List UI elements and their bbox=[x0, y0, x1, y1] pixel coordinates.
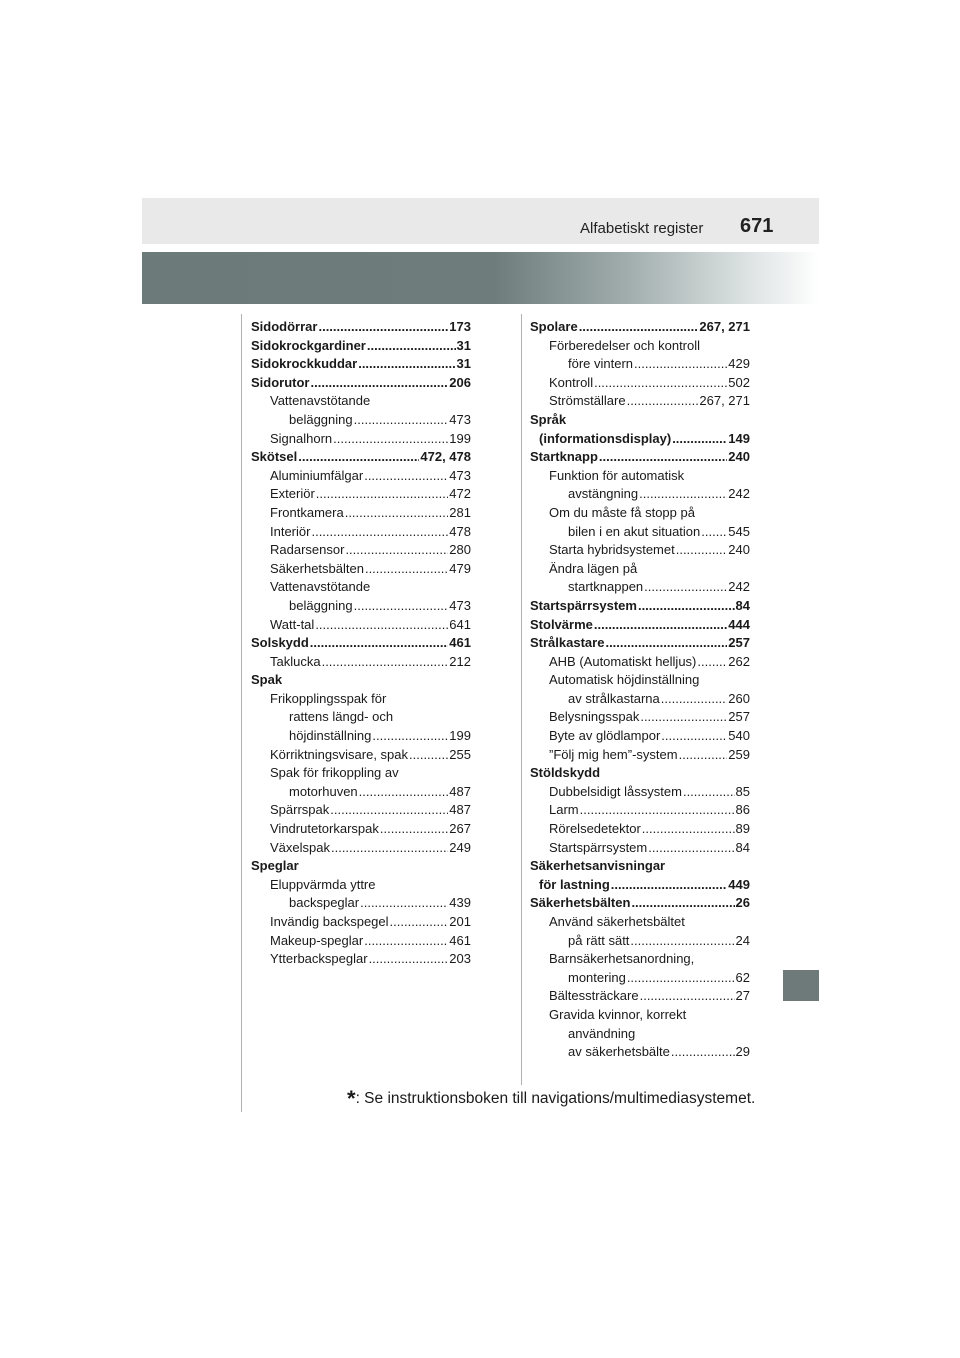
index-subentry bbox=[251, 727, 471, 746]
index-term: Signalhorn bbox=[270, 430, 333, 446]
dot-leader bbox=[611, 876, 728, 895]
index-subentry bbox=[251, 839, 471, 858]
index-term: Säkerhetsanvisningar bbox=[530, 858, 666, 874]
index-entry bbox=[251, 318, 471, 337]
index-term: Strömställare bbox=[549, 393, 626, 409]
index-term: Radarsensor bbox=[270, 542, 345, 558]
header-bar bbox=[142, 198, 819, 244]
index-subentry bbox=[530, 671, 750, 690]
dot-leader bbox=[640, 708, 727, 727]
index-term: Ytterbackspeglar bbox=[270, 951, 368, 967]
index-term: Byte av glödlampor bbox=[549, 728, 661, 744]
index-page-ref: 473 bbox=[449, 467, 471, 483]
index-page-ref: 267, 271 bbox=[699, 319, 750, 334]
index-subentry bbox=[251, 932, 471, 951]
index-page-ref: 199 bbox=[449, 728, 471, 744]
index-term: Watt-tal bbox=[270, 616, 315, 632]
index-term: Interiör bbox=[270, 523, 311, 539]
dot-leader bbox=[630, 932, 734, 951]
index-term: bilen i en akut situation bbox=[568, 523, 701, 539]
section-banner bbox=[142, 252, 819, 304]
index-subentry bbox=[530, 839, 750, 858]
index-page-ref: 27 bbox=[735, 988, 750, 1004]
index-page-ref: 31 bbox=[456, 337, 471, 353]
dot-leader bbox=[409, 746, 448, 765]
dot-leader bbox=[627, 969, 735, 988]
index-entry bbox=[530, 616, 750, 635]
dot-leader bbox=[671, 1043, 735, 1062]
dot-leader bbox=[676, 541, 728, 560]
index-term: motorhuven bbox=[289, 783, 358, 799]
index-term: Automatisk höjdinställning bbox=[549, 672, 700, 688]
index-entry bbox=[530, 430, 750, 449]
dot-leader bbox=[579, 318, 699, 337]
index-term: Speglar bbox=[251, 858, 299, 874]
dot-leader bbox=[322, 653, 449, 672]
dot-leader bbox=[648, 839, 734, 858]
index-entry bbox=[530, 411, 750, 430]
index-term: Spak för frikoppling av bbox=[270, 765, 399, 781]
dot-leader bbox=[354, 597, 449, 616]
dot-leader bbox=[661, 727, 727, 746]
dot-leader bbox=[359, 783, 449, 802]
index-page-ref: 472, 478 bbox=[420, 449, 471, 465]
dot-leader bbox=[644, 578, 727, 597]
index-page-ref: 641 bbox=[449, 616, 471, 632]
index-entry bbox=[530, 876, 750, 895]
index-subentry bbox=[251, 950, 471, 969]
index-subentry bbox=[251, 485, 471, 504]
index-page-ref: 473 bbox=[449, 597, 471, 613]
footnote-marker: * bbox=[347, 1086, 356, 1111]
index-term: Förberedelser och kontroll bbox=[549, 337, 701, 353]
index-page-ref: 173 bbox=[449, 319, 471, 334]
index-page-ref: 267, 271 bbox=[699, 393, 750, 409]
dot-leader bbox=[627, 392, 699, 411]
index-term: rattens längd- och bbox=[289, 709, 394, 725]
index-term: Eluppvärmda yttre bbox=[270, 876, 376, 892]
dot-leader bbox=[358, 355, 455, 374]
index-page-ref: 267 bbox=[449, 821, 471, 837]
index-subentry bbox=[530, 485, 750, 504]
index-term: Stolvärme bbox=[530, 616, 593, 632]
index-subentry bbox=[251, 653, 471, 672]
index-subentry bbox=[530, 932, 750, 951]
dot-leader bbox=[697, 653, 727, 672]
index-page-ref: 84 bbox=[735, 597, 750, 613]
index-page-ref: 199 bbox=[449, 430, 471, 446]
dot-leader bbox=[380, 820, 448, 839]
index-page-ref: 260 bbox=[728, 690, 750, 706]
index-page-ref: 502 bbox=[728, 374, 750, 390]
index-term: Invändig backspegel bbox=[270, 914, 389, 929]
index-term: Spärrspak bbox=[270, 802, 330, 818]
index-term: avstängning bbox=[568, 486, 639, 502]
index-page-ref: 249 bbox=[449, 839, 471, 855]
index-page-ref: 449 bbox=[728, 876, 750, 892]
index-subentry bbox=[251, 894, 471, 913]
index-subentry bbox=[530, 337, 750, 356]
index-column-left bbox=[251, 318, 471, 969]
index-term: beläggning bbox=[289, 411, 353, 427]
dot-leader bbox=[594, 374, 727, 393]
index-term: Sidorutor bbox=[251, 374, 310, 390]
index-entry bbox=[530, 448, 750, 467]
index-subentry bbox=[251, 876, 471, 895]
index-subentry bbox=[251, 578, 471, 597]
dot-leader bbox=[298, 448, 419, 467]
index-page-ref: 201 bbox=[449, 914, 471, 929]
index-term: Vindrutetorkarspak bbox=[270, 821, 379, 837]
dot-leader bbox=[631, 894, 734, 913]
index-subentry bbox=[251, 746, 471, 765]
dot-leader bbox=[310, 634, 449, 653]
dot-leader bbox=[605, 634, 727, 653]
dot-leader bbox=[580, 801, 735, 820]
index-page-ref: 62 bbox=[735, 969, 750, 985]
index-term: Spolare bbox=[530, 319, 578, 334]
dot-leader bbox=[672, 430, 727, 449]
index-subentry bbox=[530, 1043, 750, 1062]
index-subentry bbox=[530, 690, 750, 709]
footnote bbox=[347, 1086, 755, 1112]
dot-leader bbox=[661, 690, 728, 709]
index-entry bbox=[251, 355, 471, 374]
index-page-ref: 29 bbox=[735, 1044, 750, 1060]
index-entry bbox=[251, 634, 471, 653]
index-term: Makeup-speglar bbox=[270, 932, 364, 948]
dot-leader bbox=[640, 987, 735, 1006]
dot-leader bbox=[638, 597, 735, 616]
index-column-right bbox=[530, 318, 750, 1062]
index-page-ref: 240 bbox=[728, 449, 750, 465]
index-entry bbox=[251, 337, 471, 356]
index-page-ref: 487 bbox=[449, 783, 471, 799]
index-page-ref: 203 bbox=[449, 951, 471, 967]
index-page-ref: 281 bbox=[449, 504, 471, 520]
index-term: Om du måste få stopp på bbox=[549, 504, 695, 520]
index-subentry bbox=[530, 801, 750, 820]
index-term: Säkerhetsbälten bbox=[270, 560, 364, 576]
dot-leader bbox=[345, 541, 448, 560]
dot-leader bbox=[311, 374, 449, 393]
dot-leader bbox=[318, 318, 448, 337]
index-term: höjdinställning bbox=[289, 728, 372, 744]
index-term: AHB (Automatiskt helljus) bbox=[549, 653, 697, 669]
index-term: montering bbox=[568, 969, 626, 985]
index-term: av säkerhetsbälte bbox=[568, 1044, 670, 1060]
index-subentry bbox=[530, 950, 750, 969]
index-term: beläggning bbox=[289, 597, 353, 613]
index-term: Larm bbox=[549, 802, 579, 818]
index-subentry bbox=[251, 597, 471, 616]
index-subentry bbox=[530, 913, 750, 932]
index-term: Skötsel bbox=[251, 449, 298, 465]
index-page-ref: 429 bbox=[728, 356, 750, 372]
index-page-ref: 255 bbox=[449, 746, 471, 762]
index-entry bbox=[530, 764, 750, 783]
index-term: Växelspak bbox=[270, 839, 330, 855]
index-subentry bbox=[530, 746, 750, 765]
index-page-ref: 259 bbox=[728, 746, 750, 762]
index-term: Spak bbox=[251, 672, 283, 688]
index-term: användning bbox=[568, 1025, 636, 1041]
column-divider-middle bbox=[521, 314, 522, 1085]
index-term: Startknapp bbox=[530, 449, 598, 465]
index-term: Funktion för automatisk bbox=[549, 467, 685, 483]
dot-leader bbox=[390, 913, 449, 932]
index-page-ref: 540 bbox=[728, 728, 750, 744]
index-term: Taklucka bbox=[270, 653, 321, 669]
index-subentry bbox=[530, 708, 750, 727]
index-page-ref: 212 bbox=[449, 653, 471, 669]
index-term: Stöldskydd bbox=[530, 765, 601, 781]
index-term: Körriktningsvisare, spak bbox=[270, 746, 408, 762]
index-subentry bbox=[251, 783, 471, 802]
index-subentry bbox=[530, 1006, 750, 1025]
dot-leader bbox=[701, 523, 727, 542]
dot-leader bbox=[311, 523, 448, 542]
index-page-ref: 280 bbox=[449, 542, 471, 558]
dot-leader bbox=[364, 467, 448, 486]
index-term: Kontroll bbox=[549, 374, 594, 390]
index-term: Vattenavstötande bbox=[270, 393, 371, 409]
index-subentry bbox=[251, 801, 471, 820]
index-subentry bbox=[251, 430, 471, 449]
index-entry bbox=[530, 634, 750, 653]
dot-leader bbox=[333, 430, 448, 449]
index-term: (informationsdisplay) bbox=[539, 430, 672, 446]
dot-leader bbox=[330, 801, 448, 820]
index-page-ref: 478 bbox=[449, 523, 471, 539]
index-subentry bbox=[530, 1025, 750, 1044]
index-term: Bältessträckare bbox=[549, 988, 639, 1004]
index-page-ref: 26 bbox=[735, 895, 750, 911]
index-term: Frontkamera bbox=[270, 504, 344, 520]
dot-leader bbox=[354, 411, 449, 430]
index-subentry bbox=[530, 560, 750, 579]
index-subentry bbox=[251, 541, 471, 560]
index-subentry bbox=[251, 708, 471, 727]
index-subentry bbox=[530, 504, 750, 523]
index-term: Rörelsedetektor bbox=[549, 821, 641, 837]
dot-leader bbox=[639, 485, 727, 504]
index-page-ref: 257 bbox=[728, 635, 750, 651]
index-page-ref: 479 bbox=[449, 560, 471, 576]
footnote-text: : Se instruktionsboken till navigations/multimediasystemet. bbox=[355, 1090, 756, 1107]
index-subentry bbox=[251, 764, 471, 783]
dot-leader bbox=[345, 504, 449, 523]
index-page-ref: 240 bbox=[728, 542, 750, 558]
dot-leader bbox=[369, 950, 449, 969]
dot-leader bbox=[367, 337, 456, 356]
index-page-ref: 89 bbox=[735, 821, 750, 837]
dot-leader bbox=[372, 727, 448, 746]
index-term: Använd säkerhetsbältet bbox=[549, 914, 685, 929]
index-term: Sidokrockgardiner bbox=[251, 337, 366, 353]
index-term: ”Följ mig hem”-system bbox=[549, 746, 678, 762]
index-page-ref: 461 bbox=[449, 932, 471, 948]
index-term: Barnsäkerhetsanordning, bbox=[549, 951, 695, 967]
dot-leader bbox=[316, 485, 449, 504]
index-term: Belysningsspak bbox=[549, 709, 640, 725]
index-subentry bbox=[251, 913, 471, 932]
index-subentry bbox=[251, 411, 471, 430]
index-entry bbox=[251, 857, 471, 876]
index-term: för lastning bbox=[539, 876, 610, 892]
dot-leader bbox=[599, 448, 727, 467]
index-term: Sidodörrar bbox=[251, 319, 318, 334]
index-term: Startspärrsystem bbox=[530, 597, 637, 613]
index-term: Strålkastare bbox=[530, 635, 605, 651]
index-subentry bbox=[530, 727, 750, 746]
index-term: backspeglar bbox=[289, 895, 360, 911]
index-term: Exteriör bbox=[270, 486, 315, 502]
page-number: 671 bbox=[740, 215, 774, 237]
index-page-ref: 262 bbox=[728, 653, 750, 669]
index-subentry bbox=[251, 523, 471, 542]
index-page-ref: 444 bbox=[728, 616, 750, 632]
index-term: före vintern bbox=[568, 356, 634, 372]
index-page-ref: 545 bbox=[728, 523, 750, 539]
index-subentry bbox=[251, 560, 471, 579]
index-page-ref: 242 bbox=[728, 579, 750, 595]
dot-leader bbox=[679, 746, 728, 765]
index-page-ref: 439 bbox=[449, 895, 471, 911]
index-term: Starta hybridsystemet bbox=[549, 542, 675, 558]
index-subentry bbox=[530, 541, 750, 560]
index-page-ref: 84 bbox=[735, 839, 750, 855]
index-term: Ändra lägen på bbox=[549, 560, 638, 576]
index-term: Startspärrsystem bbox=[549, 839, 648, 855]
index-entry bbox=[530, 857, 750, 876]
index-page-ref: 24 bbox=[735, 932, 750, 948]
index-term: Sidokrockkuddar bbox=[251, 356, 358, 372]
index-subentry bbox=[251, 392, 471, 411]
index-page-ref: 461 bbox=[449, 635, 471, 651]
index-entry bbox=[530, 894, 750, 913]
section-title: Alfabetiskt register bbox=[580, 220, 704, 237]
dot-leader bbox=[642, 820, 735, 839]
index-entry bbox=[251, 671, 471, 690]
index-subentry bbox=[530, 653, 750, 672]
index-subentry bbox=[530, 467, 750, 486]
index-subentry bbox=[251, 690, 471, 709]
index-subentry bbox=[251, 820, 471, 839]
index-page-ref: 86 bbox=[735, 802, 750, 818]
index-page-ref: 206 bbox=[449, 374, 471, 390]
index-entry bbox=[251, 448, 471, 467]
index-term: Språk bbox=[530, 411, 567, 427]
index-page-ref: 85 bbox=[735, 783, 750, 799]
index-subentry bbox=[530, 374, 750, 393]
index-page-ref: 487 bbox=[449, 802, 471, 818]
index-entry bbox=[530, 318, 750, 337]
dot-leader bbox=[683, 783, 735, 802]
index-term: startknappen bbox=[568, 579, 644, 595]
index-page-ref: 31 bbox=[456, 356, 471, 372]
index-term: Vattenavstötande bbox=[270, 579, 371, 595]
index-subentry bbox=[530, 355, 750, 374]
index-subentry bbox=[530, 987, 750, 1006]
index-term: på rätt sätt bbox=[568, 932, 630, 948]
index-subentry bbox=[530, 820, 750, 839]
index-page-ref: 472 bbox=[449, 486, 471, 502]
index-page-ref: 257 bbox=[728, 709, 750, 725]
index-term: Dubbelsidigt låssystem bbox=[549, 783, 682, 799]
dot-leader bbox=[331, 839, 448, 858]
dot-leader bbox=[364, 932, 448, 951]
index-page-ref: 149 bbox=[728, 430, 750, 446]
index-entry bbox=[251, 374, 471, 393]
column-divider-left bbox=[241, 314, 242, 1112]
index-subentry bbox=[251, 467, 471, 486]
index-term: Solskydd bbox=[251, 635, 309, 651]
index-term: av strålkastarna bbox=[568, 690, 660, 706]
dot-leader bbox=[594, 616, 727, 635]
dot-leader bbox=[634, 355, 727, 374]
chapter-tab bbox=[783, 970, 819, 1001]
index-entry bbox=[530, 597, 750, 616]
index-term: Frikopplingsspak för bbox=[270, 690, 387, 706]
dot-leader bbox=[365, 560, 448, 579]
index-subentry bbox=[530, 969, 750, 988]
index-term: Aluminiumfälgar bbox=[270, 467, 364, 483]
index-subentry bbox=[251, 504, 471, 523]
index-subentry bbox=[530, 523, 750, 542]
index-page-ref: 242 bbox=[728, 486, 750, 502]
index-subentry bbox=[251, 616, 471, 635]
index-subentry bbox=[530, 392, 750, 411]
index-subentry bbox=[530, 783, 750, 802]
index-page-ref: 473 bbox=[449, 411, 471, 427]
dot-leader bbox=[360, 894, 448, 913]
index-term: Säkerhetsbälten bbox=[530, 895, 631, 911]
index-subentry bbox=[530, 578, 750, 597]
index-term: Gravida kvinnor, korrekt bbox=[549, 1006, 687, 1022]
dot-leader bbox=[315, 616, 448, 635]
